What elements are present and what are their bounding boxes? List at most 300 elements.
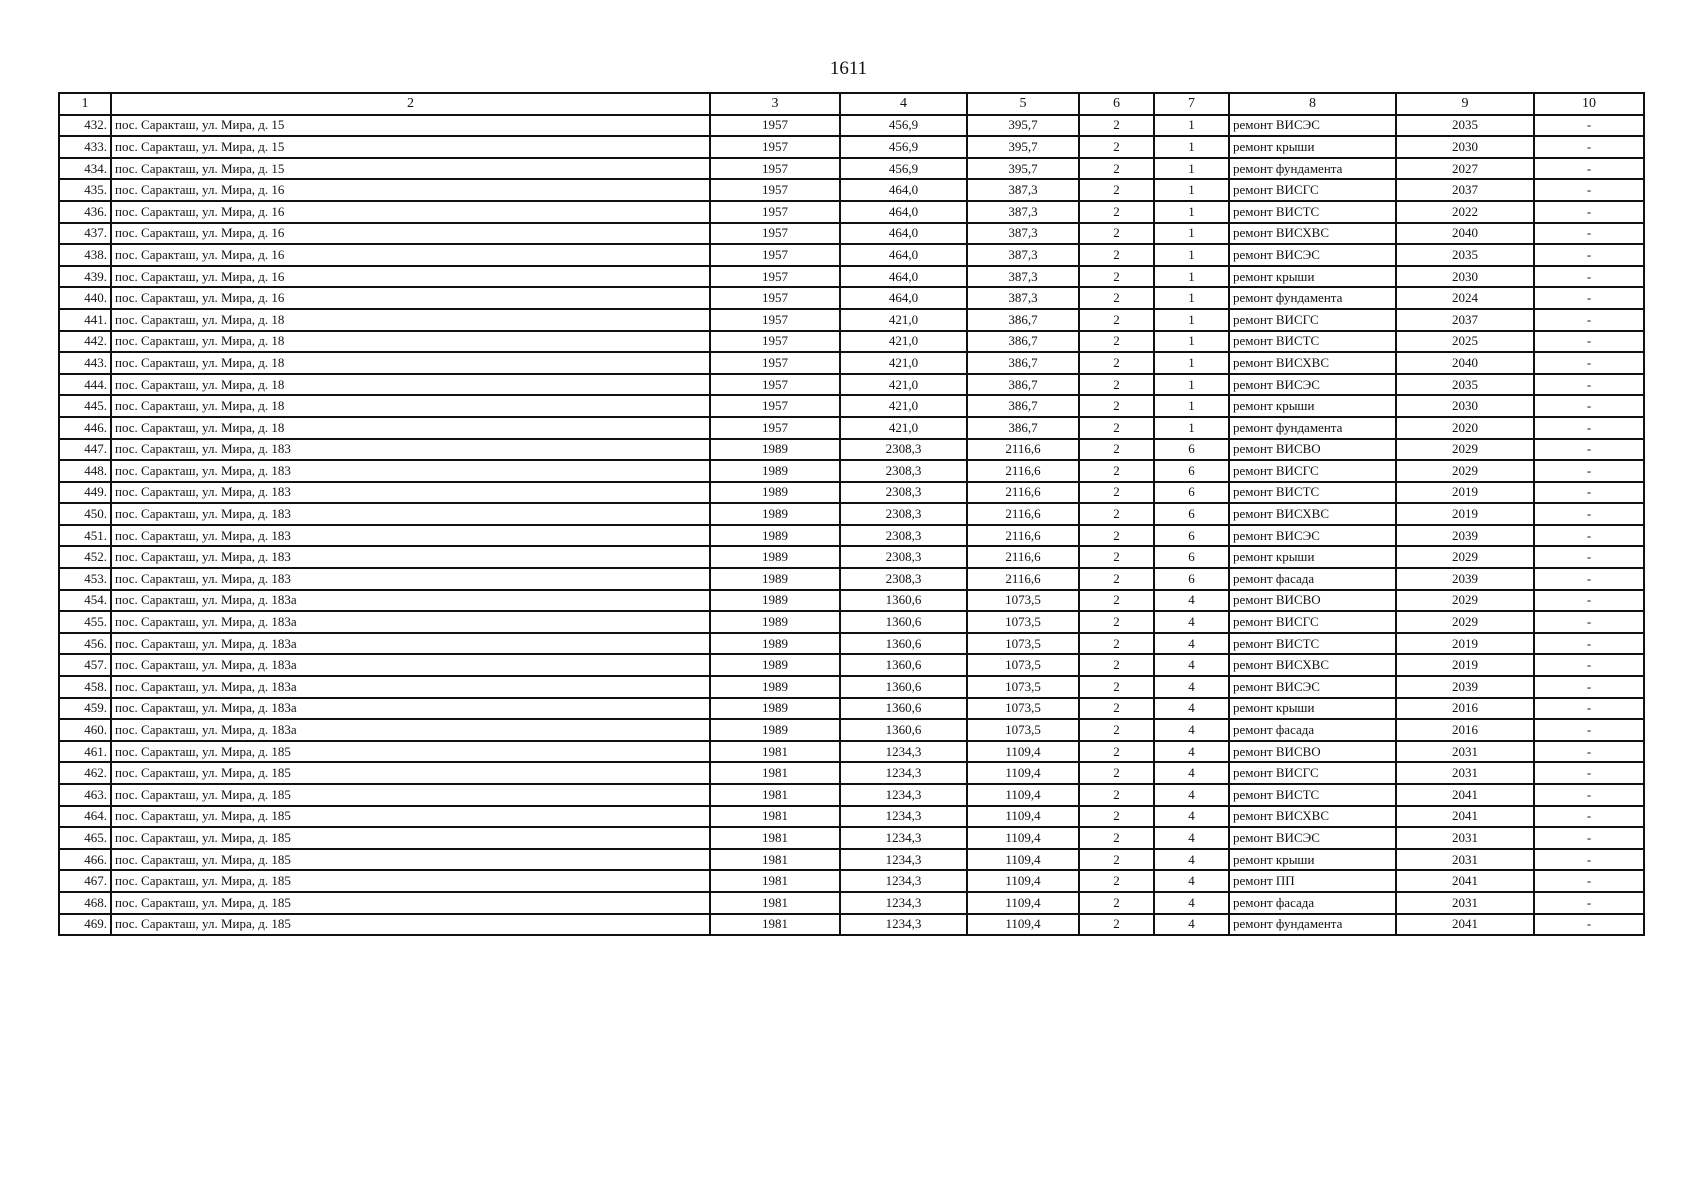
year-built-cell: 1989 — [710, 611, 840, 633]
table-row — [59, 806, 1644, 828]
row-number-cell: 437. — [59, 223, 111, 245]
value-col-10-cell: - — [1534, 827, 1644, 849]
work-type-cell: ремонт фасада — [1229, 892, 1396, 914]
row-number-cell: 469. — [59, 914, 111, 936]
value-col-7-cell: 6 — [1154, 525, 1229, 547]
year-built-cell: 1957 — [710, 352, 840, 374]
year-built-cell: 1981 — [710, 762, 840, 784]
planned-year-cell: 2027 — [1396, 158, 1534, 180]
address-cell: пос. Саракташ, ул. Мира, д. 16 — [111, 223, 710, 245]
row-number-cell: 463. — [59, 784, 111, 806]
living-area-cell: 1073,5 — [967, 611, 1079, 633]
living-area-cell: 2116,6 — [967, 546, 1079, 568]
address-cell: пос. Саракташ, ул. Мира, д. 16 — [111, 201, 710, 223]
work-type-cell: ремонт ВИСЭС — [1229, 115, 1396, 137]
work-type-cell: ремонт ВИСТС — [1229, 331, 1396, 353]
value-col-6-cell: 2 — [1079, 374, 1154, 396]
row-number-cell: 464. — [59, 806, 111, 828]
planned-year-cell: 2029 — [1396, 546, 1534, 568]
living-area-cell: 1073,5 — [967, 676, 1079, 698]
work-type-cell: ремонт фундамента — [1229, 417, 1396, 439]
address-cell: пос. Саракташ, ул. Мира, д. 18 — [111, 417, 710, 439]
year-built-cell: 1989 — [710, 698, 840, 720]
year-built-cell: 1957 — [710, 201, 840, 223]
table-row — [59, 676, 1644, 698]
column-header-10: 10 — [1534, 93, 1644, 115]
work-type-cell: ремонт крыши — [1229, 395, 1396, 417]
year-built-cell: 1981 — [710, 827, 840, 849]
year-built-cell: 1989 — [710, 503, 840, 525]
value-col-6-cell: 2 — [1079, 309, 1154, 331]
value-col-7-cell: 6 — [1154, 482, 1229, 504]
row-number-cell: 459. — [59, 698, 111, 720]
value-col-7-cell: 4 — [1154, 892, 1229, 914]
planned-year-cell: 2024 — [1396, 287, 1534, 309]
table-row — [59, 223, 1644, 245]
year-built-cell: 1957 — [710, 309, 840, 331]
table-row — [59, 115, 1644, 137]
row-number-cell: 453. — [59, 568, 111, 590]
value-col-10-cell: - — [1534, 287, 1644, 309]
work-type-cell: ремонт ВИСВО — [1229, 439, 1396, 461]
year-built-cell: 1989 — [710, 460, 840, 482]
total-area-cell: 1360,6 — [840, 611, 967, 633]
address-cell: пос. Саракташ, ул. Мира, д. 16 — [111, 266, 710, 288]
total-area-cell: 1234,3 — [840, 762, 967, 784]
total-area-cell: 421,0 — [840, 309, 967, 331]
table-row — [59, 525, 1644, 547]
table-row — [59, 849, 1644, 871]
address-cell: пос. Саракташ, ул. Мира, д. 183а — [111, 698, 710, 720]
value-col-7-cell: 4 — [1154, 827, 1229, 849]
total-area-cell: 421,0 — [840, 352, 967, 374]
value-col-10-cell: - — [1534, 115, 1644, 137]
value-col-10-cell: - — [1534, 806, 1644, 828]
value-col-10-cell: - — [1534, 870, 1644, 892]
living-area-cell: 387,3 — [967, 179, 1079, 201]
value-col-6-cell: 2 — [1079, 136, 1154, 158]
column-header-1: 1 — [59, 93, 111, 115]
row-number-cell: 456. — [59, 633, 111, 655]
address-cell: пос. Саракташ, ул. Мира, д. 185 — [111, 827, 710, 849]
table-row — [59, 827, 1644, 849]
value-col-10-cell: - — [1534, 266, 1644, 288]
table-row — [59, 287, 1644, 309]
planned-year-cell: 2029 — [1396, 460, 1534, 482]
table-row — [59, 590, 1644, 612]
table-row — [59, 654, 1644, 676]
year-built-cell: 1957 — [710, 136, 840, 158]
work-type-cell: ремонт фундамента — [1229, 158, 1396, 180]
row-number-cell: 440. — [59, 287, 111, 309]
value-col-7-cell: 1 — [1154, 158, 1229, 180]
total-area-cell: 2308,3 — [840, 460, 967, 482]
value-col-7-cell: 4 — [1154, 762, 1229, 784]
table-row — [59, 633, 1644, 655]
value-col-10-cell: - — [1534, 201, 1644, 223]
table-body — [59, 115, 1644, 936]
value-col-7-cell: 6 — [1154, 503, 1229, 525]
year-built-cell: 1957 — [710, 223, 840, 245]
value-col-6-cell: 2 — [1079, 698, 1154, 720]
living-area-cell: 1109,4 — [967, 762, 1079, 784]
value-col-7-cell: 4 — [1154, 633, 1229, 655]
planned-year-cell: 2041 — [1396, 870, 1534, 892]
column-header-8: 8 — [1229, 93, 1396, 115]
planned-year-cell: 2041 — [1396, 784, 1534, 806]
row-number-cell: 457. — [59, 654, 111, 676]
header-row — [59, 93, 1644, 115]
total-area-cell: 1360,6 — [840, 698, 967, 720]
work-type-cell: ремонт ВИСГС — [1229, 460, 1396, 482]
living-area-cell: 386,7 — [967, 352, 1079, 374]
planned-year-cell: 2031 — [1396, 762, 1534, 784]
work-type-cell: ремонт ВИСГС — [1229, 179, 1396, 201]
work-type-cell: ремонт фасада — [1229, 719, 1396, 741]
total-area-cell: 2308,3 — [840, 439, 967, 461]
value-col-7-cell: 4 — [1154, 741, 1229, 763]
year-built-cell: 1981 — [710, 806, 840, 828]
value-col-6-cell: 2 — [1079, 244, 1154, 266]
row-number-cell: 455. — [59, 611, 111, 633]
work-type-cell: ремонт фундамента — [1229, 914, 1396, 936]
table-row — [59, 331, 1644, 353]
value-col-6-cell: 2 — [1079, 568, 1154, 590]
value-col-10-cell: - — [1534, 762, 1644, 784]
total-area-cell: 1234,3 — [840, 784, 967, 806]
value-col-7-cell: 1 — [1154, 179, 1229, 201]
planned-year-cell: 2019 — [1396, 503, 1534, 525]
value-col-6-cell: 2 — [1079, 439, 1154, 461]
work-type-cell: ремонт крыши — [1229, 546, 1396, 568]
value-col-10-cell: - — [1534, 331, 1644, 353]
register-table — [58, 92, 1645, 936]
table-row — [59, 611, 1644, 633]
value-col-10-cell: - — [1534, 309, 1644, 331]
row-number-cell: 438. — [59, 244, 111, 266]
value-col-7-cell: 1 — [1154, 136, 1229, 158]
work-type-cell: ремонт ВИСХВС — [1229, 223, 1396, 245]
year-built-cell: 1957 — [710, 244, 840, 266]
value-col-10-cell: - — [1534, 503, 1644, 525]
total-area-cell: 2308,3 — [840, 525, 967, 547]
table-row — [59, 158, 1644, 180]
address-cell: пос. Саракташ, ул. Мира, д. 15 — [111, 115, 710, 137]
total-area-cell: 464,0 — [840, 223, 967, 245]
value-col-6-cell: 2 — [1079, 827, 1154, 849]
value-col-6-cell: 2 — [1079, 201, 1154, 223]
year-built-cell: 1989 — [710, 633, 840, 655]
planned-year-cell: 2019 — [1396, 633, 1534, 655]
value-col-6-cell: 2 — [1079, 676, 1154, 698]
value-col-10-cell: - — [1534, 849, 1644, 871]
address-cell: пос. Саракташ, ул. Мира, д. 15 — [111, 158, 710, 180]
value-col-10-cell: - — [1534, 633, 1644, 655]
work-type-cell: ремонт крыши — [1229, 136, 1396, 158]
row-number-cell: 434. — [59, 158, 111, 180]
row-number-cell: 439. — [59, 266, 111, 288]
column-header-5: 5 — [967, 93, 1079, 115]
table-row — [59, 741, 1644, 763]
row-number-cell: 444. — [59, 374, 111, 396]
year-built-cell: 1957 — [710, 331, 840, 353]
value-col-7-cell: 4 — [1154, 698, 1229, 720]
column-header-3: 3 — [710, 93, 840, 115]
value-col-6-cell: 2 — [1079, 287, 1154, 309]
total-area-cell: 1234,3 — [840, 892, 967, 914]
living-area-cell: 386,7 — [967, 395, 1079, 417]
value-col-7-cell: 4 — [1154, 676, 1229, 698]
table-row — [59, 762, 1644, 784]
value-col-7-cell: 1 — [1154, 331, 1229, 353]
planned-year-cell: 2029 — [1396, 590, 1534, 612]
living-area-cell: 387,3 — [967, 266, 1079, 288]
table-row — [59, 439, 1644, 461]
living-area-cell: 395,7 — [967, 136, 1079, 158]
value-col-10-cell: - — [1534, 417, 1644, 439]
living-area-cell: 1109,4 — [967, 849, 1079, 871]
table-row — [59, 136, 1644, 158]
work-type-cell: ремонт ВИСВО — [1229, 741, 1396, 763]
total-area-cell: 2308,3 — [840, 503, 967, 525]
address-cell: пос. Саракташ, ул. Мира, д. 18 — [111, 395, 710, 417]
value-col-7-cell: 1 — [1154, 223, 1229, 245]
address-cell: пос. Саракташ, ул. Мира, д. 185 — [111, 741, 710, 763]
year-built-cell: 1957 — [710, 266, 840, 288]
year-built-cell: 1989 — [710, 590, 840, 612]
living-area-cell: 395,7 — [967, 115, 1079, 137]
total-area-cell: 464,0 — [840, 266, 967, 288]
total-area-cell: 1360,6 — [840, 654, 967, 676]
value-col-6-cell: 2 — [1079, 633, 1154, 655]
value-col-7-cell: 4 — [1154, 784, 1229, 806]
planned-year-cell: 2037 — [1396, 309, 1534, 331]
value-col-7-cell: 1 — [1154, 244, 1229, 266]
value-col-10-cell: - — [1534, 698, 1644, 720]
address-cell: пос. Саракташ, ул. Мира, д. 18 — [111, 309, 710, 331]
total-area-cell: 2308,3 — [840, 482, 967, 504]
row-number-cell: 467. — [59, 870, 111, 892]
address-cell: пос. Саракташ, ул. Мира, д. 15 — [111, 136, 710, 158]
value-col-10-cell: - — [1534, 352, 1644, 374]
address-cell: пос. Саракташ, ул. Мира, д. 183а — [111, 654, 710, 676]
work-type-cell: ремонт ВИСХВС — [1229, 503, 1396, 525]
work-type-cell: ремонт ВИСГС — [1229, 762, 1396, 784]
row-number-cell: 446. — [59, 417, 111, 439]
value-col-6-cell: 2 — [1079, 179, 1154, 201]
planned-year-cell: 2040 — [1396, 352, 1534, 374]
living-area-cell: 387,3 — [967, 223, 1079, 245]
address-cell: пос. Саракташ, ул. Мира, д. 183 — [111, 546, 710, 568]
living-area-cell: 1073,5 — [967, 590, 1079, 612]
row-number-cell: 451. — [59, 525, 111, 547]
address-cell: пос. Саракташ, ул. Мира, д. 18 — [111, 374, 710, 396]
work-type-cell: ремонт ВИСЭС — [1229, 525, 1396, 547]
total-area-cell: 1234,3 — [840, 806, 967, 828]
value-col-7-cell: 1 — [1154, 417, 1229, 439]
year-built-cell: 1981 — [710, 892, 840, 914]
planned-year-cell: 2035 — [1396, 374, 1534, 396]
row-number-cell: 441. — [59, 309, 111, 331]
year-built-cell: 1957 — [710, 158, 840, 180]
value-col-7-cell: 4 — [1154, 654, 1229, 676]
living-area-cell: 2116,6 — [967, 460, 1079, 482]
value-col-7-cell: 4 — [1154, 914, 1229, 936]
value-col-6-cell: 2 — [1079, 914, 1154, 936]
work-type-cell: ремонт ВИСТС — [1229, 201, 1396, 223]
value-col-7-cell: 1 — [1154, 352, 1229, 374]
planned-year-cell: 2031 — [1396, 849, 1534, 871]
row-number-cell: 458. — [59, 676, 111, 698]
table-row — [59, 460, 1644, 482]
total-area-cell: 464,0 — [840, 201, 967, 223]
work-type-cell: ремонт ВИСЭС — [1229, 676, 1396, 698]
work-type-cell: ремонт крыши — [1229, 849, 1396, 871]
address-cell: пос. Саракташ, ул. Мира, д. 18 — [111, 352, 710, 374]
planned-year-cell: 2039 — [1396, 568, 1534, 590]
row-number-cell: 452. — [59, 546, 111, 568]
row-number-cell: 442. — [59, 331, 111, 353]
living-area-cell: 2116,6 — [967, 482, 1079, 504]
work-type-cell: ремонт ВИСТС — [1229, 633, 1396, 655]
value-col-10-cell: - — [1534, 914, 1644, 936]
planned-year-cell: 2035 — [1396, 244, 1534, 266]
total-area-cell: 1360,6 — [840, 719, 967, 741]
planned-year-cell: 2041 — [1396, 806, 1534, 828]
address-cell: пос. Саракташ, ул. Мира, д. 183а — [111, 633, 710, 655]
living-area-cell: 386,7 — [967, 374, 1079, 396]
row-number-cell: 447. — [59, 439, 111, 461]
row-number-cell: 461. — [59, 741, 111, 763]
value-col-10-cell: - — [1534, 460, 1644, 482]
table-row — [59, 374, 1644, 396]
planned-year-cell: 2030 — [1396, 136, 1534, 158]
column-header-2: 2 — [111, 93, 710, 115]
value-col-6-cell: 2 — [1079, 590, 1154, 612]
year-built-cell: 1981 — [710, 870, 840, 892]
table-row — [59, 395, 1644, 417]
address-cell: пос. Саракташ, ул. Мира, д. 183 — [111, 568, 710, 590]
planned-year-cell: 2022 — [1396, 201, 1534, 223]
value-col-6-cell: 2 — [1079, 892, 1154, 914]
address-cell: пос. Саракташ, ул. Мира, д. 185 — [111, 892, 710, 914]
living-area-cell: 2116,6 — [967, 439, 1079, 461]
year-built-cell: 1989 — [710, 525, 840, 547]
address-cell: пос. Саракташ, ул. Мира, д. 185 — [111, 806, 710, 828]
value-col-6-cell: 2 — [1079, 611, 1154, 633]
value-col-7-cell: 6 — [1154, 546, 1229, 568]
table-row — [59, 201, 1644, 223]
work-type-cell: ремонт фундамента — [1229, 287, 1396, 309]
work-type-cell: ремонт ПП — [1229, 870, 1396, 892]
address-cell: пос. Саракташ, ул. Мира, д. 185 — [111, 914, 710, 936]
living-area-cell: 1109,4 — [967, 806, 1079, 828]
value-col-7-cell: 6 — [1154, 439, 1229, 461]
year-built-cell: 1957 — [710, 374, 840, 396]
total-area-cell: 464,0 — [840, 244, 967, 266]
row-number-cell: 435. — [59, 179, 111, 201]
table-row — [59, 244, 1644, 266]
value-col-10-cell: - — [1534, 719, 1644, 741]
value-col-10-cell: - — [1534, 654, 1644, 676]
value-col-6-cell: 2 — [1079, 395, 1154, 417]
row-number-cell: 454. — [59, 590, 111, 612]
value-col-10-cell: - — [1534, 158, 1644, 180]
total-area-cell: 1360,6 — [840, 676, 967, 698]
year-built-cell: 1989 — [710, 676, 840, 698]
table-row — [59, 892, 1644, 914]
value-col-7-cell: 4 — [1154, 870, 1229, 892]
row-number-cell: 445. — [59, 395, 111, 417]
living-area-cell: 1109,4 — [967, 870, 1079, 892]
value-col-7-cell: 1 — [1154, 395, 1229, 417]
planned-year-cell: 2020 — [1396, 417, 1534, 439]
planned-year-cell: 2030 — [1396, 266, 1534, 288]
living-area-cell: 387,3 — [967, 201, 1079, 223]
table-row — [59, 914, 1644, 936]
planned-year-cell: 2016 — [1396, 719, 1534, 741]
table-row — [59, 568, 1644, 590]
row-number-cell: 462. — [59, 762, 111, 784]
row-number-cell: 450. — [59, 503, 111, 525]
planned-year-cell: 2019 — [1396, 654, 1534, 676]
planned-year-cell: 2016 — [1396, 698, 1534, 720]
column-header-7: 7 — [1154, 93, 1229, 115]
row-number-cell: 449. — [59, 482, 111, 504]
table-row — [59, 266, 1644, 288]
row-number-cell: 443. — [59, 352, 111, 374]
column-header-4: 4 — [840, 93, 967, 115]
planned-year-cell: 2035 — [1396, 115, 1534, 137]
year-built-cell: 1989 — [710, 439, 840, 461]
planned-year-cell: 2029 — [1396, 611, 1534, 633]
table-row — [59, 417, 1644, 439]
total-area-cell: 1234,3 — [840, 827, 967, 849]
table-row — [59, 698, 1644, 720]
living-area-cell: 1109,4 — [967, 784, 1079, 806]
value-col-6-cell: 2 — [1079, 331, 1154, 353]
year-built-cell: 1989 — [710, 546, 840, 568]
living-area-cell: 1073,5 — [967, 633, 1079, 655]
value-col-6-cell: 2 — [1079, 352, 1154, 374]
row-number-cell: 432. — [59, 115, 111, 137]
year-built-cell: 1957 — [710, 417, 840, 439]
value-col-6-cell: 2 — [1079, 546, 1154, 568]
planned-year-cell: 2041 — [1396, 914, 1534, 936]
value-col-10-cell: - — [1534, 741, 1644, 763]
value-col-7-cell: 4 — [1154, 611, 1229, 633]
value-col-7-cell: 4 — [1154, 806, 1229, 828]
address-cell: пос. Саракташ, ул. Мира, д. 185 — [111, 849, 710, 871]
living-area-cell: 1073,5 — [967, 654, 1079, 676]
work-type-cell: ремонт ВИСХВС — [1229, 806, 1396, 828]
total-area-cell: 421,0 — [840, 374, 967, 396]
living-area-cell: 2116,6 — [967, 503, 1079, 525]
row-number-cell: 448. — [59, 460, 111, 482]
total-area-cell: 456,9 — [840, 136, 967, 158]
work-type-cell: ремонт ВИСЭС — [1229, 374, 1396, 396]
value-col-6-cell: 2 — [1079, 503, 1154, 525]
value-col-6-cell: 2 — [1079, 158, 1154, 180]
value-col-7-cell: 1 — [1154, 201, 1229, 223]
work-type-cell: ремонт ВИСЭС — [1229, 244, 1396, 266]
year-built-cell: 1981 — [710, 784, 840, 806]
total-area-cell: 456,9 — [840, 158, 967, 180]
value-col-7-cell: 4 — [1154, 849, 1229, 871]
table-row — [59, 482, 1644, 504]
work-type-cell: ремонт ВИСГС — [1229, 611, 1396, 633]
address-cell: пос. Саракташ, ул. Мира, д. 185 — [111, 870, 710, 892]
